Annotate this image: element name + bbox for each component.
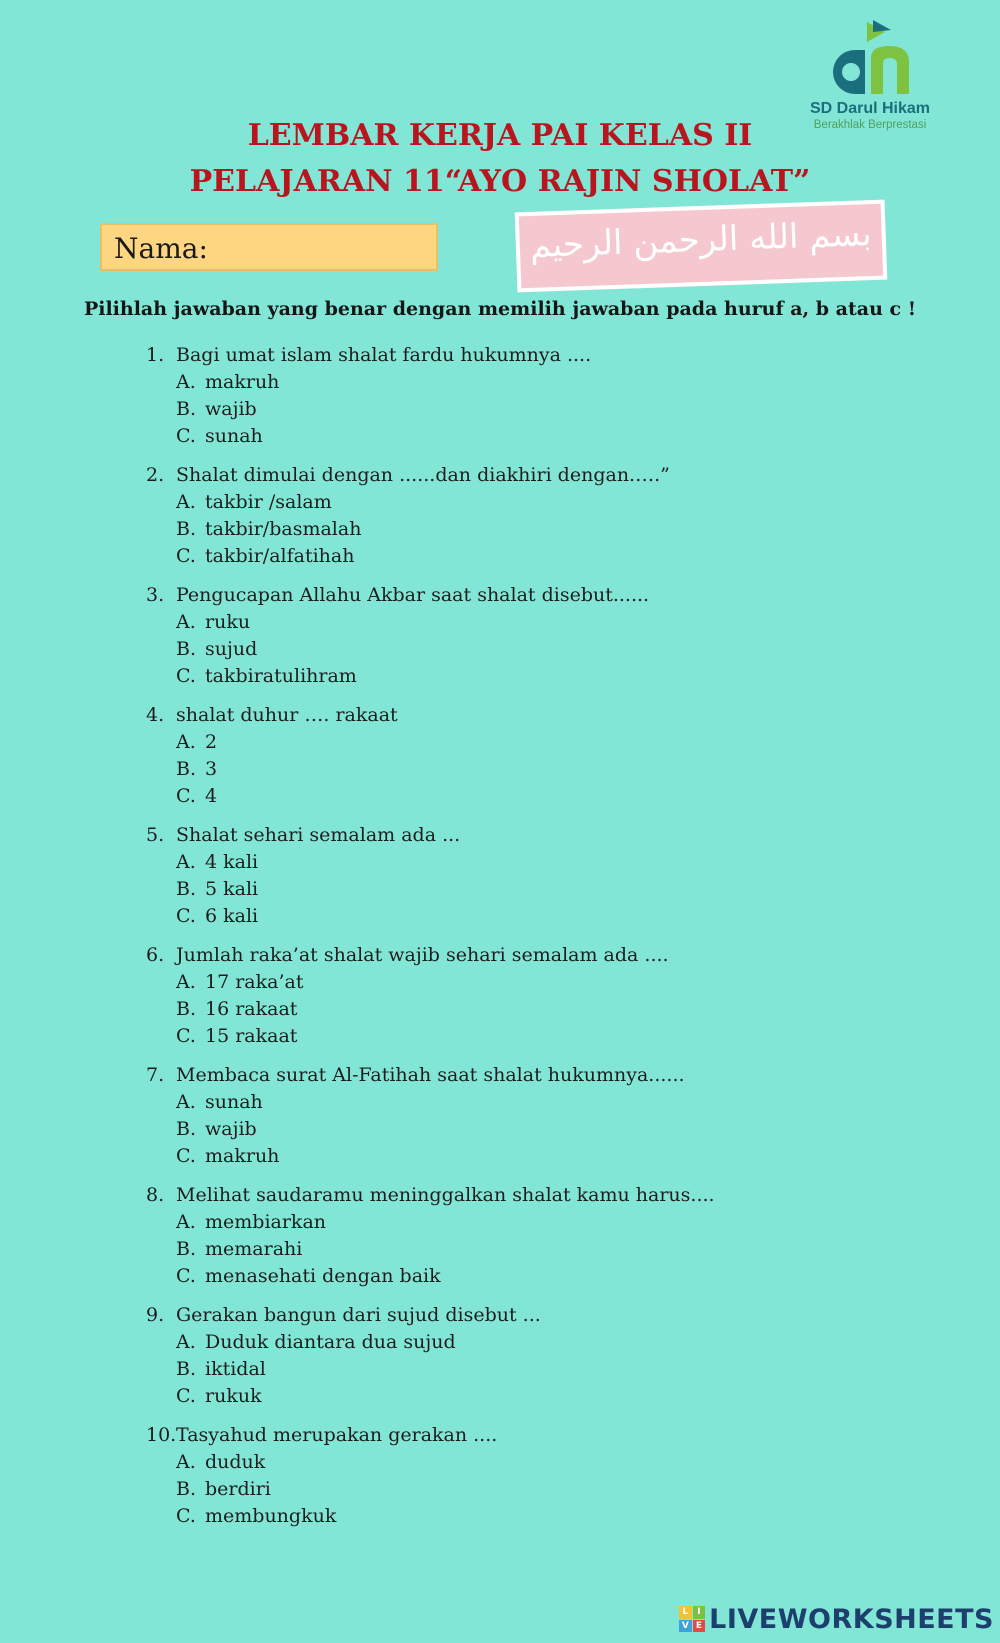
logo-letter: L [679,1606,692,1619]
question-8 [146,1182,946,1290]
option-letter: B. [176,758,197,780]
answer-option[interactable] [146,609,946,636]
option-text: wajib [205,398,257,420]
option-letter: A. [176,1211,196,1233]
answer-option[interactable] [146,423,946,450]
option-letter: B. [176,1358,197,1380]
answer-option[interactable] [146,1449,946,1476]
answer-option[interactable] [146,636,946,663]
option-letter: A. [176,611,196,633]
question-7 [146,1062,946,1170]
option-letter: C. [176,1385,196,1407]
answer-option[interactable] [146,1383,946,1410]
bismillah-banner [515,200,888,293]
question-2 [146,462,946,570]
option-text: makruh [205,1145,280,1167]
question-number: 7. [146,1064,165,1086]
option-letter: A. [176,491,196,513]
question-number: 6. [146,944,165,966]
answer-option[interactable] [146,1023,946,1050]
question-text: Jumlah raka’at shalat wajib sehari semalam ada .... [176,944,669,966]
answer-option[interactable] [146,969,946,996]
question-text: Membaca surat Al-Fatihah saat shalat hukumnya...... [176,1064,685,1086]
answer-option[interactable] [146,1089,946,1116]
option-letter: C. [176,545,196,567]
question-text: shalat duhur …. rakaat [176,704,398,726]
answer-option[interactable] [146,543,946,570]
liveworksheets-logo-icon [679,1606,705,1632]
answer-option[interactable] [146,996,946,1023]
worksheet-title: LEMBAR KERJA PAI KELAS II [247,118,753,153]
option-text: membungkuk [205,1505,337,1527]
option-letter: B. [176,878,197,900]
answer-option[interactable] [146,903,946,930]
option-text: Duduk diantara dua sujud [205,1331,456,1353]
option-letter: B. [176,1478,197,1500]
option-text: duduk [205,1451,266,1473]
option-letter: C. [176,425,196,447]
option-letter: A. [176,851,196,873]
option-text: wajib [205,1118,257,1140]
option-letter: B. [176,398,197,420]
option-text: sujud [205,638,258,660]
answer-option[interactable] [146,516,946,543]
logo-letter: E [693,1620,706,1633]
option-text: 17 raka’at [205,971,304,993]
question-1 [146,342,946,450]
question-text: Pengucapan Allahu Akbar saat shalat disebut...... [176,584,650,606]
option-letter: A. [176,1331,196,1353]
question-number: 3. [146,584,165,606]
answer-option[interactable] [146,1143,946,1170]
answer-option[interactable] [146,489,946,516]
question-9 [146,1302,946,1410]
option-text: ruku [205,611,251,633]
option-letter: B. [176,518,197,540]
option-letter: C. [176,785,196,807]
question-5 [146,822,946,930]
option-letter: B. [176,1238,197,1260]
question-text: Bagi umat islam shalat fardu hukumnya .... [176,344,592,366]
option-letter: C. [176,1265,196,1287]
instruction-text: Pilihlah jawaban yang benar dengan memilih jawaban pada huruf a, b atau c ! [83,298,917,320]
option-text: makruh [205,371,280,393]
option-text: 5 kali [205,878,259,900]
question-number: 8. [146,1184,165,1206]
option-text: takbir/alfatihah [205,545,355,567]
option-text: 6 kali [205,905,259,927]
option-letter: C. [176,1145,196,1167]
answer-option[interactable] [146,1476,946,1503]
question-number: 4. [146,704,165,726]
name-field[interactable] [100,223,438,271]
question-number: 5. [146,824,165,846]
question-text: Shalat sehari semalam ada ... [176,824,461,846]
question-number: 9. [146,1304,165,1326]
option-text: takbiratulihram [205,665,357,687]
answer-option[interactable] [146,1356,946,1383]
answer-option[interactable] [146,396,946,423]
question-text: Melihat saudaramu meninggalkan shalat kamu harus.... [176,1184,715,1206]
answer-option[interactable] [146,1329,946,1356]
option-text: menasehati dengan baik [205,1265,441,1287]
school-name: SD Darul Hikam [809,100,931,117]
liveworksheets-brand[interactable] [679,1599,994,1639]
logo-letter: I [693,1606,706,1619]
option-letter: A. [176,1091,196,1113]
question-3 [146,582,946,690]
question-list [146,342,946,1542]
answer-option[interactable] [146,1116,946,1143]
answer-option[interactable] [146,1503,946,1530]
question-text: Shalat dimulai dengan ......dan diakhiri dengan.….” [176,464,670,486]
option-text: iktidal [205,1358,266,1380]
option-letter: B. [176,1118,197,1140]
option-text: memarahi [205,1238,303,1260]
answer-option[interactable] [146,876,946,903]
question-text: Gerakan bangun dari sujud disebut ... [176,1304,541,1326]
option-text: sunah [205,425,263,447]
logo-letter: V [679,1620,692,1633]
option-letter: C. [176,1025,196,1047]
brand-name: LIVEWORKSHEETS [709,1603,994,1635]
option-text: 3 [205,758,218,780]
option-text: takbir/basmalah [205,518,362,540]
question-6 [146,942,946,1050]
lesson-title: PELAJARAN 11“AYO RAJIN SHOLAT” [189,164,811,199]
question-text: Tasyahud merupakan gerakan .... [176,1424,498,1446]
option-text: 4 [205,785,218,807]
option-letter: A. [176,1451,196,1473]
option-text: rukuk [205,1385,262,1407]
option-text: 4 kali [205,851,259,873]
answer-option[interactable] [146,849,946,876]
option-letter: A. [176,731,196,753]
option-text: berdiri [205,1478,271,1500]
answer-option[interactable] [146,1209,946,1236]
answer-option[interactable] [146,1236,946,1263]
option-letter: C. [176,905,196,927]
answer-option[interactable] [146,369,946,396]
question-4 [146,702,946,810]
option-letter: A. [176,971,196,993]
answer-option[interactable] [146,756,946,783]
bismillah-text: بسم الله الرحمن الرحيم [529,214,873,266]
question-number: 10. [146,1424,177,1446]
option-letter: A. [176,371,196,393]
answer-option[interactable] [146,783,946,810]
answer-option[interactable] [146,1263,946,1290]
option-text: 16 rakaat [205,998,298,1020]
option-letter: B. [176,998,197,1020]
option-letter: C. [176,665,196,687]
option-text: membiarkan [205,1211,327,1233]
question-number: 1. [146,344,165,366]
option-letter: B. [176,638,197,660]
darul-hikam-emblem-icon [815,18,925,100]
name-label: Nama: [114,232,208,265]
school-tagline: Berakhlak Berprestasi [813,119,927,131]
option-text: takbir /salam [205,491,332,513]
answer-option[interactable] [146,663,946,690]
answer-option[interactable] [146,729,946,756]
question-10 [146,1422,946,1530]
question-number: 2. [146,464,165,486]
option-text: 2 [205,731,218,753]
option-letter: C. [176,1505,196,1527]
option-text: sunah [205,1091,263,1113]
option-text: 15 rakaat [205,1025,298,1047]
